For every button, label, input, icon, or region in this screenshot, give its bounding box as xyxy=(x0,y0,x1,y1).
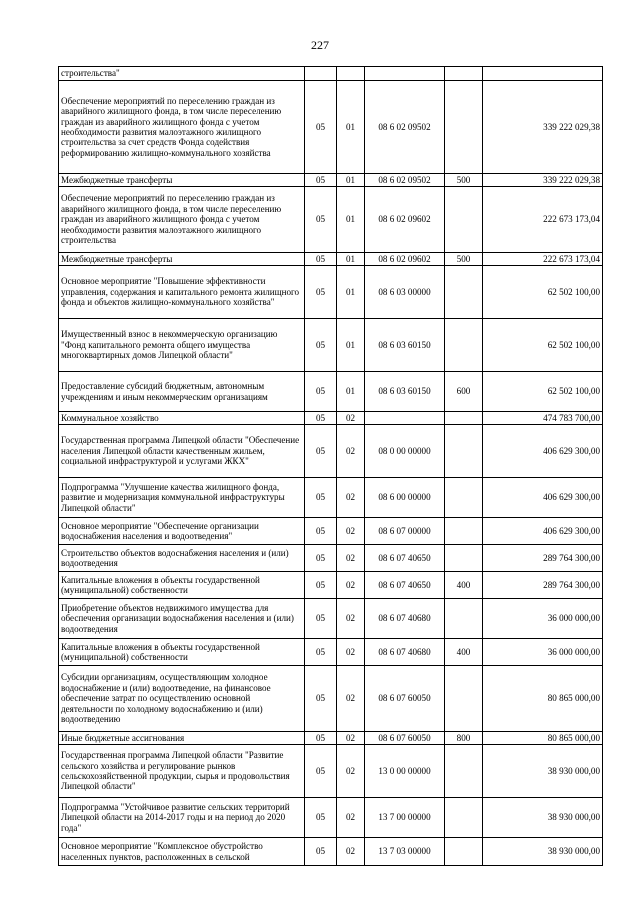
expense-type-cell xyxy=(445,425,483,478)
row-name-cell: Основное мероприятие "Обеспечение организации водоснабжения населения и водоотведения" xyxy=(59,518,305,545)
target-article-cell: 13 7 00 00000 xyxy=(365,798,445,838)
table-row xyxy=(59,639,603,666)
section-code-cell: 05 xyxy=(305,838,337,866)
expense-type-cell xyxy=(445,745,483,798)
table-row xyxy=(59,798,603,838)
target-article-cell: 08 6 02 09602 xyxy=(365,253,445,266)
amount-cell: 406 629 300,00 xyxy=(483,478,603,518)
table-row xyxy=(59,319,603,372)
row-name-cell: Предоставление субсидий бюджетным, автономным учреждениям и иным некоммерческим организациям xyxy=(59,372,305,412)
subsection-code-cell: 01 xyxy=(337,174,365,187)
subsection-code-cell: 02 xyxy=(337,798,365,838)
subsection-code-cell: 02 xyxy=(337,425,365,478)
section-code-cell: 05 xyxy=(305,174,337,187)
target-article-cell: 08 6 02 09602 xyxy=(365,187,445,253)
target-article-cell: 08 6 07 40680 xyxy=(365,639,445,666)
amount-cell: 222 673 173,04 xyxy=(483,253,603,266)
amount-cell: 80 865 000,00 xyxy=(483,732,603,745)
table-row xyxy=(59,478,603,518)
section-code-cell: 05 xyxy=(305,745,337,798)
table-row xyxy=(59,732,603,745)
expense-type-cell xyxy=(445,478,483,518)
table-row xyxy=(59,666,603,732)
target-article-cell: 08 6 07 00000 xyxy=(365,518,445,545)
target-article-cell: 13 7 03 00000 xyxy=(365,838,445,866)
expense-type-cell xyxy=(445,319,483,372)
subsection-code-cell: 02 xyxy=(337,639,365,666)
row-name-cell: Капитальные вложения в объекты государственной (муниципальной) собственности xyxy=(59,572,305,599)
expense-type-cell: 500 xyxy=(445,253,483,266)
amount-cell: 289 764 300,00 xyxy=(483,572,603,599)
section-code-cell: 05 xyxy=(305,412,337,425)
section-code-cell: 05 xyxy=(305,319,337,372)
table-row xyxy=(59,174,603,187)
row-name-cell: Основное мероприятие "Комплексное обустройство населенных пунктов, расположенных в сельской xyxy=(59,838,305,866)
row-name-cell: Обеспечение мероприятий по переселению граждан из аварийного жилищного фонда, в том числе переселению граждан из аварийного жилищного фонда с учетом необходимости развития малоэтажного жилищного строительства xyxy=(59,187,305,253)
target-article-cell: 08 6 00 00000 xyxy=(365,478,445,518)
subsection-code-cell: 02 xyxy=(337,478,365,518)
subsection-code-cell: 01 xyxy=(337,187,365,253)
amount-cell: 222 673 173,04 xyxy=(483,187,603,253)
amount-cell xyxy=(483,67,603,81)
target-article-cell: 08 6 02 09502 xyxy=(365,81,445,174)
subsection-code-cell: 02 xyxy=(337,545,365,572)
table-row xyxy=(59,425,603,478)
table-row xyxy=(59,81,603,174)
row-name-cell: Строительство объектов водоснабжения населения и (или) водоотведения xyxy=(59,545,305,572)
table-row xyxy=(59,253,603,266)
section-code-cell: 05 xyxy=(305,545,337,572)
expense-type-cell xyxy=(445,187,483,253)
amount-cell: 38 930 000,00 xyxy=(483,838,603,866)
row-name-cell: Капитальные вложения в объекты государственной (муниципальной) собственности xyxy=(59,639,305,666)
target-article-cell: 08 0 00 00000 xyxy=(365,425,445,478)
expense-type-cell: 500 xyxy=(445,174,483,187)
subsection-code-cell: 02 xyxy=(337,838,365,866)
amount-cell: 474 783 700,00 xyxy=(483,412,603,425)
table-row xyxy=(59,838,603,866)
amount-cell: 406 629 300,00 xyxy=(483,425,603,478)
subsection-code-cell: 01 xyxy=(337,81,365,174)
section-code-cell: 05 xyxy=(305,266,337,319)
target-article-cell: 08 6 03 60150 xyxy=(365,372,445,412)
expense-type-cell xyxy=(445,838,483,866)
subsection-code-cell xyxy=(337,67,365,81)
expense-type-cell xyxy=(445,599,483,639)
amount-cell: 62 502 100,00 xyxy=(483,266,603,319)
row-name-cell: Государственная программа Липецкой области "Обеспечение населения Липецкой области качественным жильем, социальной инфраструктурой и услугами ЖКХ" xyxy=(59,425,305,478)
amount-cell: 339 222 029,38 xyxy=(483,81,603,174)
expense-type-cell xyxy=(445,412,483,425)
expense-type-cell xyxy=(445,798,483,838)
section-code-cell: 05 xyxy=(305,518,337,545)
table-row xyxy=(59,372,603,412)
subsection-code-cell: 02 xyxy=(337,412,365,425)
row-name-cell: Основное мероприятие "Повышение эффективности управления, содержания и капитального ремонта жилищного фонда и объектов жилищно-коммунального хозяйства" xyxy=(59,266,305,319)
section-code-cell xyxy=(305,67,337,81)
subsection-code-cell: 01 xyxy=(337,266,365,319)
subsection-code-cell: 01 xyxy=(337,319,365,372)
section-code-cell: 05 xyxy=(305,639,337,666)
budget-table xyxy=(58,66,603,866)
row-name-cell: Иные бюджетные ассигнования xyxy=(59,732,305,745)
row-name-cell: Коммунальное хозяйство xyxy=(59,412,305,425)
target-article-cell: 08 6 03 00000 xyxy=(365,266,445,319)
expense-type-cell: 400 xyxy=(445,572,483,599)
section-code-cell: 05 xyxy=(305,187,337,253)
amount-cell: 36 000 000,00 xyxy=(483,639,603,666)
section-code-cell: 05 xyxy=(305,732,337,745)
row-name-cell: Межбюджетные трансферты xyxy=(59,253,305,266)
amount-cell: 62 502 100,00 xyxy=(483,319,603,372)
subsection-code-cell: 02 xyxy=(337,666,365,732)
budget-table-body xyxy=(59,67,603,866)
section-code-cell: 05 xyxy=(305,599,337,639)
expense-type-cell xyxy=(445,666,483,732)
section-code-cell: 05 xyxy=(305,798,337,838)
expense-type-cell xyxy=(445,518,483,545)
expense-type-cell xyxy=(445,67,483,81)
target-article-cell xyxy=(365,412,445,425)
table-row xyxy=(59,745,603,798)
target-article-cell: 08 6 07 40650 xyxy=(365,572,445,599)
subsection-code-cell: 01 xyxy=(337,253,365,266)
target-article-cell: 08 6 07 60050 xyxy=(365,732,445,745)
subsection-code-cell: 02 xyxy=(337,518,365,545)
table-row xyxy=(59,518,603,545)
amount-cell: 80 865 000,00 xyxy=(483,666,603,732)
target-article-cell: 08 6 07 40650 xyxy=(365,545,445,572)
subsection-code-cell: 02 xyxy=(337,732,365,745)
expense-type-cell xyxy=(445,266,483,319)
section-code-cell: 05 xyxy=(305,666,337,732)
amount-cell: 289 764 300,00 xyxy=(483,545,603,572)
section-code-cell: 05 xyxy=(305,372,337,412)
amount-cell: 406 629 300,00 xyxy=(483,518,603,545)
row-name-cell: строительства" xyxy=(59,67,305,81)
expense-type-cell xyxy=(445,81,483,174)
target-article-cell: 08 6 07 60050 xyxy=(365,666,445,732)
amount-cell: 62 502 100,00 xyxy=(483,372,603,412)
target-article-cell: 08 6 02 09502 xyxy=(365,174,445,187)
section-code-cell: 05 xyxy=(305,253,337,266)
amount-cell: 38 930 000,00 xyxy=(483,745,603,798)
subsection-code-cell: 01 xyxy=(337,372,365,412)
section-code-cell: 05 xyxy=(305,81,337,174)
table-row xyxy=(59,599,603,639)
target-article-cell: 08 6 03 60150 xyxy=(365,319,445,372)
table-row xyxy=(59,545,603,572)
expense-type-cell: 400 xyxy=(445,639,483,666)
row-name-cell: Государственная программа Липецкой области "Развитие сельского хозяйства и регулирование рынков сельскохозяйственной продукции, сырья и продовольствия Липецкой области" xyxy=(59,745,305,798)
subsection-code-cell: 02 xyxy=(337,745,365,798)
row-name-cell: Приобретение объектов недвижимого имущества для обеспечения организации водоснабжения населения и (или) водоотведения xyxy=(59,599,305,639)
subsection-code-cell: 02 xyxy=(337,599,365,639)
target-article-cell xyxy=(365,67,445,81)
table-row xyxy=(59,187,603,253)
section-code-cell: 05 xyxy=(305,478,337,518)
row-name-cell: Имущественный взнос в некоммерческую организацию "Фонд капитального ремонта общего имущества многоквартирных домов Липецкой области" xyxy=(59,319,305,372)
amount-cell: 339 222 029,38 xyxy=(483,174,603,187)
expense-type-cell xyxy=(445,545,483,572)
section-code-cell: 05 xyxy=(305,572,337,599)
expense-type-cell: 600 xyxy=(445,372,483,412)
section-code-cell: 05 xyxy=(305,425,337,478)
subsection-code-cell: 02 xyxy=(337,572,365,599)
row-name-cell: Подпрограмма "Улучшение качества жилищного фонда, развитие и модернизация коммунальной инфраструктуры Липецкой области" xyxy=(59,478,305,518)
page-number: 227 xyxy=(311,38,329,52)
row-name-cell: Субсидии организациям, осуществляющим холодное водоснабжение и (или) водоотведение, на финансовое обеспечение затрат по осуществлению основной деятельности по холодному водоснабжению и (или) водоотведению xyxy=(59,666,305,732)
row-name-cell: Межбюджетные трансферты xyxy=(59,174,305,187)
table-row xyxy=(59,67,603,81)
row-name-cell: Обеспечение мероприятий по переселению граждан из аварийного жилищного фонда, в том числе переселению граждан из аварийного жилищного фонда с учетом необходимости развития малоэтажного жилищного строительства за счет средств Фонда содействия реформированию жилищно-коммунального хозяйства xyxy=(59,81,305,174)
target-article-cell: 13 0 00 00000 xyxy=(365,745,445,798)
table-row xyxy=(59,266,603,319)
amount-cell: 38 930 000,00 xyxy=(483,798,603,838)
row-name-cell: Подпрограмма "Устойчивое развитие сельских территорий Липецкой области на 2014-2017 годы и на период до 2020 года" xyxy=(59,798,305,838)
table-row xyxy=(59,572,603,599)
target-article-cell: 08 6 07 40680 xyxy=(365,599,445,639)
expense-type-cell: 800 xyxy=(445,732,483,745)
table-row xyxy=(59,412,603,425)
amount-cell: 36 000 000,00 xyxy=(483,599,603,639)
